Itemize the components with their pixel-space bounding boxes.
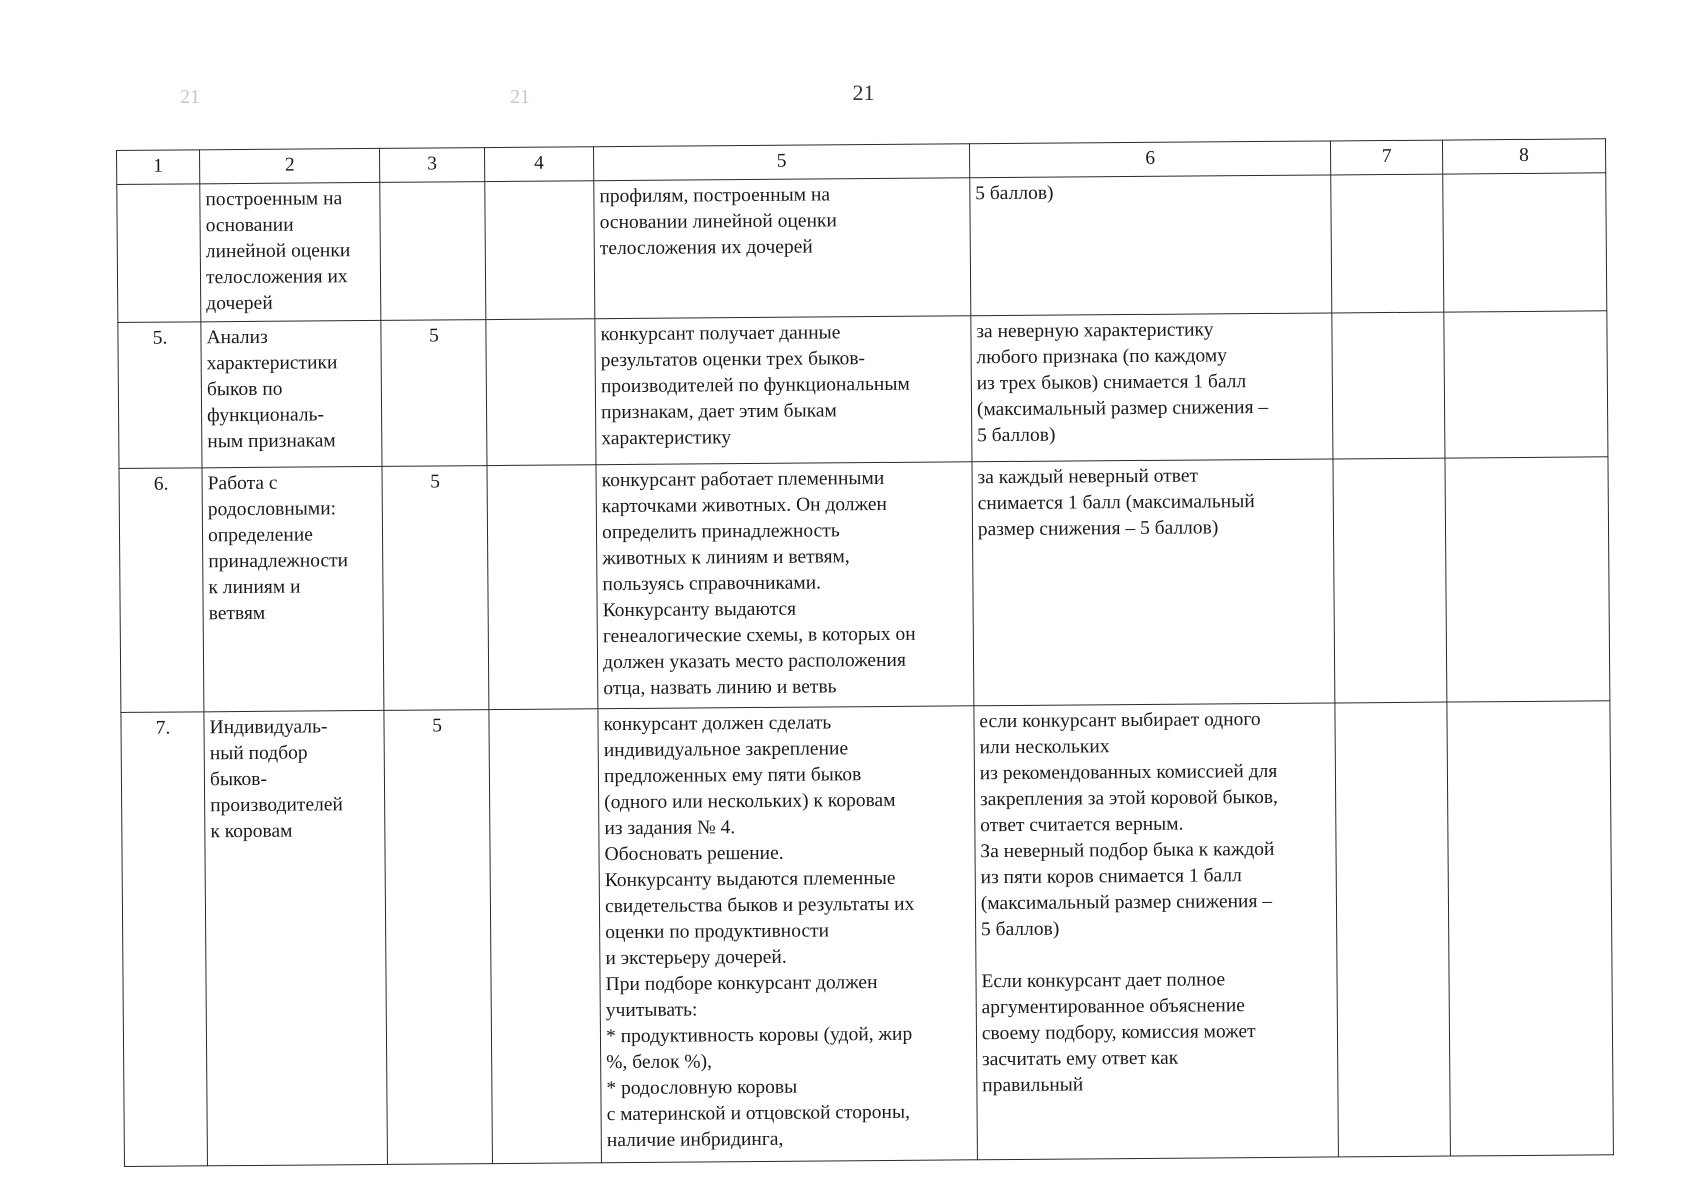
header-col-7: 7 xyxy=(1331,140,1443,175)
row-task: конкурсант должен сделать индивидуальное закрепление предложенных ему пяти быков (одного или нескольких) к коровам из задания № 4. Обосновать решение. Конкурсанту выдаются племенные свидетельства быков и результаты их оценки по продуктивности и экстерьеру дочерей. При подборе конкурсант должен учитывать: * продуктивность коровы (удой, жир %, белок %), * родословную коровы с материнской и отцовской стороны, наличие инбридинга, xyxy=(598,706,977,1163)
row-col7 xyxy=(1335,702,1450,1157)
header-col-5: 5 xyxy=(594,144,970,181)
criteria-table xyxy=(116,138,1614,1167)
row-criteria: если конкурсант выбирает одного или нескольких из рекомендованных комиссией для закрепления за этой коровой быков, ответ считается верным. За неверный подбор быка к каждой из пяти коров снимается 1 балл (максимальный размер снижения – 5 баллов) Если конкурсант дает полное аргументированное объяснение своему подбору, комиссия может засчитать ему ответ как правильный xyxy=(974,703,1339,1160)
row-criteria: за каждый неверный ответ снимается 1 балл (максимальный размер снижения – 5 баллов) xyxy=(972,459,1336,706)
ghost-page-number-mid: 21 xyxy=(510,86,530,108)
row-col4 xyxy=(489,709,602,1164)
row-col8 xyxy=(1447,701,1614,1156)
header-col-6: 6 xyxy=(969,141,1331,178)
table-row xyxy=(121,701,1614,1167)
row-col4 xyxy=(486,319,597,466)
page-number: 21 xyxy=(852,80,875,105)
row-task: конкурсант получает данные результатов оценки трех быков- производителей по функциональным признакам, дает этим быкам характеристику xyxy=(595,316,972,465)
row-number: 7. xyxy=(121,712,208,1167)
row-number xyxy=(117,184,201,323)
row-col8 xyxy=(1443,173,1607,312)
header-col-1: 1 xyxy=(117,150,200,185)
row-title: Индивидуаль- ный подбор быков- производителей к коровам xyxy=(204,710,388,1165)
row-number: 5. xyxy=(118,322,202,469)
row-title: Работа с родословными: определение принадлежности к линиям и ветвям xyxy=(202,466,384,711)
row-col8 xyxy=(1445,457,1610,702)
row-title: Анализ характеристики быков по функциональ- ным признакам xyxy=(201,320,382,467)
row-score xyxy=(380,182,485,321)
row-criteria: за неверную характеристику любого признака (по каждому из трех быков) снимается 1 балл (максимальный размер снижения – 5 баллов) xyxy=(971,313,1334,462)
header-col-3: 3 xyxy=(380,148,485,183)
row-score: 5 xyxy=(384,710,492,1165)
table-row xyxy=(119,457,1610,713)
row-task: профилям, построенным на основании линейной оценки телосложения их дочерей xyxy=(594,178,971,319)
row-col7 xyxy=(1333,458,1446,703)
header-col-2: 2 xyxy=(200,148,381,183)
row-criteria: 5 баллов) xyxy=(970,175,1333,316)
row-col7 xyxy=(1332,312,1445,459)
table-row xyxy=(118,311,1608,469)
row-col4 xyxy=(487,465,598,710)
row-col7 xyxy=(1331,174,1443,313)
table-row xyxy=(117,173,1607,323)
row-col8 xyxy=(1444,311,1608,458)
row-number: 6. xyxy=(119,468,204,713)
header-col-8: 8 xyxy=(1442,139,1605,174)
ghost-page-number-left: 21 xyxy=(180,86,200,108)
row-score: 5 xyxy=(382,466,488,711)
row-score: 5 xyxy=(381,320,486,467)
row-col4 xyxy=(484,181,594,320)
row-task: конкурсант работает племенными карточками животных. Он должен определить принадлежность животных к линиям и ветвям, пользуясь справочниками. Конкурсанту выдаются генеалогические схемы, в которых он должен указать место расположения отца, назвать линию и ветвь xyxy=(596,462,974,709)
header-col-4: 4 xyxy=(484,147,594,182)
row-title: построенным на основании линейной оценки телосложения их дочерей xyxy=(200,182,381,321)
